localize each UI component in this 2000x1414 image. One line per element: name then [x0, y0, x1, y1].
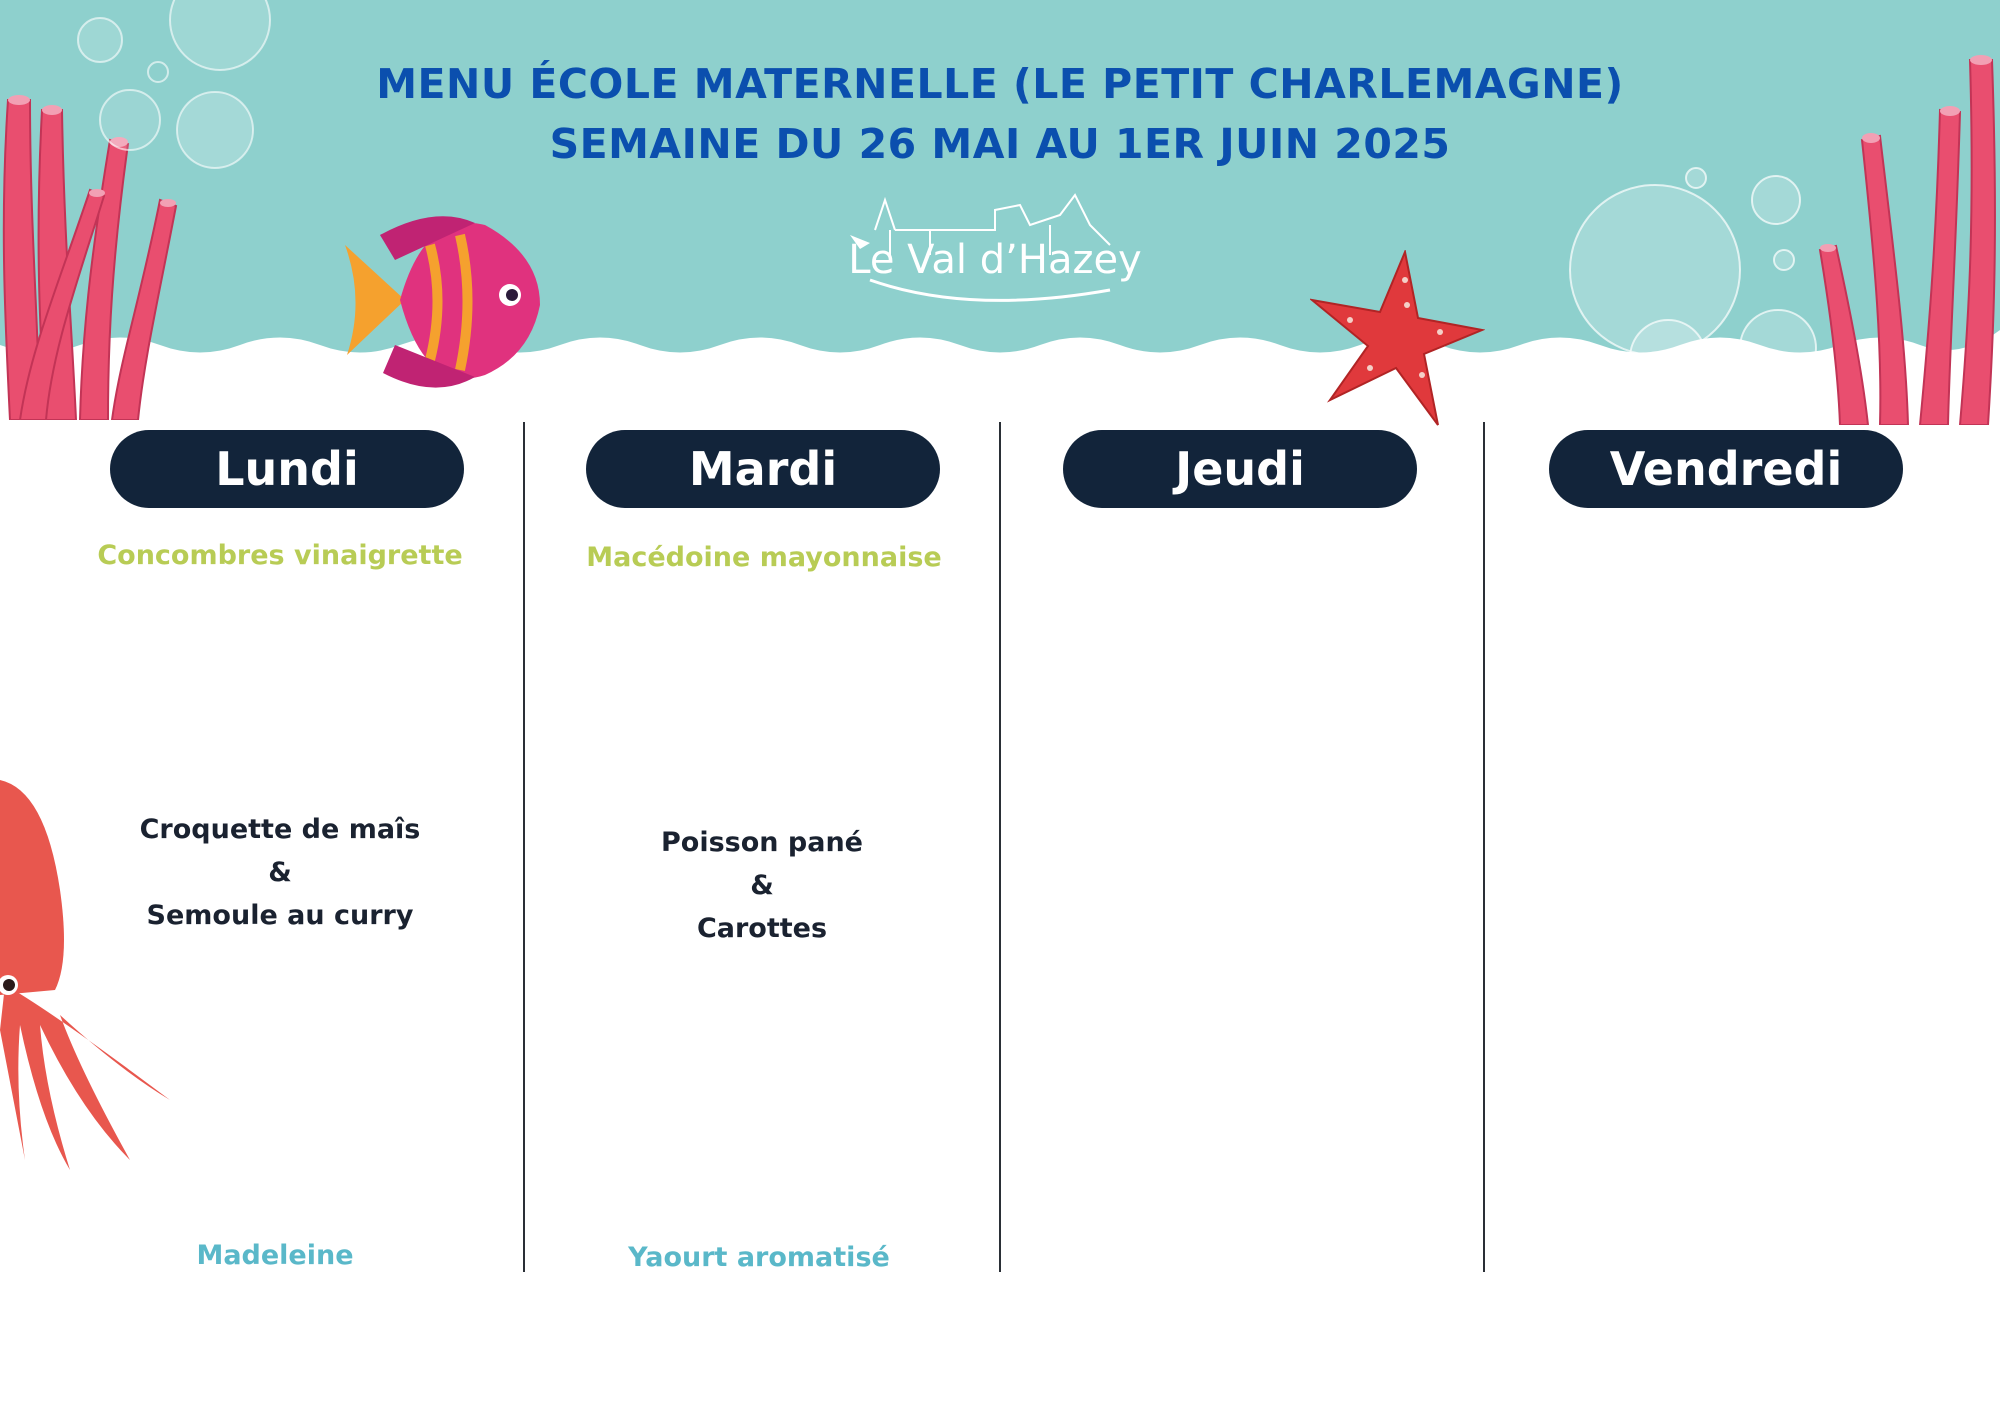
val-dhazey-logo: [830, 185, 1160, 305]
main-dish-mardi-line1: Poisson pané: [661, 827, 863, 858]
day-header-mardi: Mardi: [586, 430, 940, 508]
dessert-lundi: Madeleine: [196, 1240, 354, 1271]
column-divider: [1483, 422, 1485, 1272]
dessert-mardi: Yaourt aromatisé: [628, 1242, 890, 1273]
column-divider: [999, 422, 1001, 1272]
main-dish-mardi-line2: &: [750, 870, 774, 901]
day-header-lundi: Lundi: [110, 430, 464, 508]
starter-mardi: Macédoine mayonnaise: [586, 542, 942, 573]
menu-title: MENU ÉCOLE MATERNELLE (LE PETIT CHARLEMAGNE): [376, 60, 1624, 108]
starfish-illustration: [1310, 250, 1485, 430]
main-dish-lundi-line2: &: [268, 857, 292, 888]
bubbles-right: [1560, 150, 1860, 410]
day-header-vendredi: Vendredi: [1549, 430, 1903, 508]
starter-lundi: Concombres vinaigrette: [97, 540, 463, 571]
main-dish-mardi-line3: Carottes: [696, 913, 828, 944]
fish-illustration: [335, 205, 545, 400]
column-divider: [523, 422, 525, 1272]
week-subtitle: SEMAINE DU 26 MAI AU 1ER JUIN 2025: [549, 120, 1451, 168]
logo-text: Le Val d’Hazey: [848, 237, 1142, 283]
main-dish-lundi-line1: Croquette de maîs: [139, 814, 421, 845]
main-dish-lundi-line3: Semoule au curry: [146, 900, 414, 931]
day-header-jeudi: Jeudi: [1063, 430, 1417, 508]
